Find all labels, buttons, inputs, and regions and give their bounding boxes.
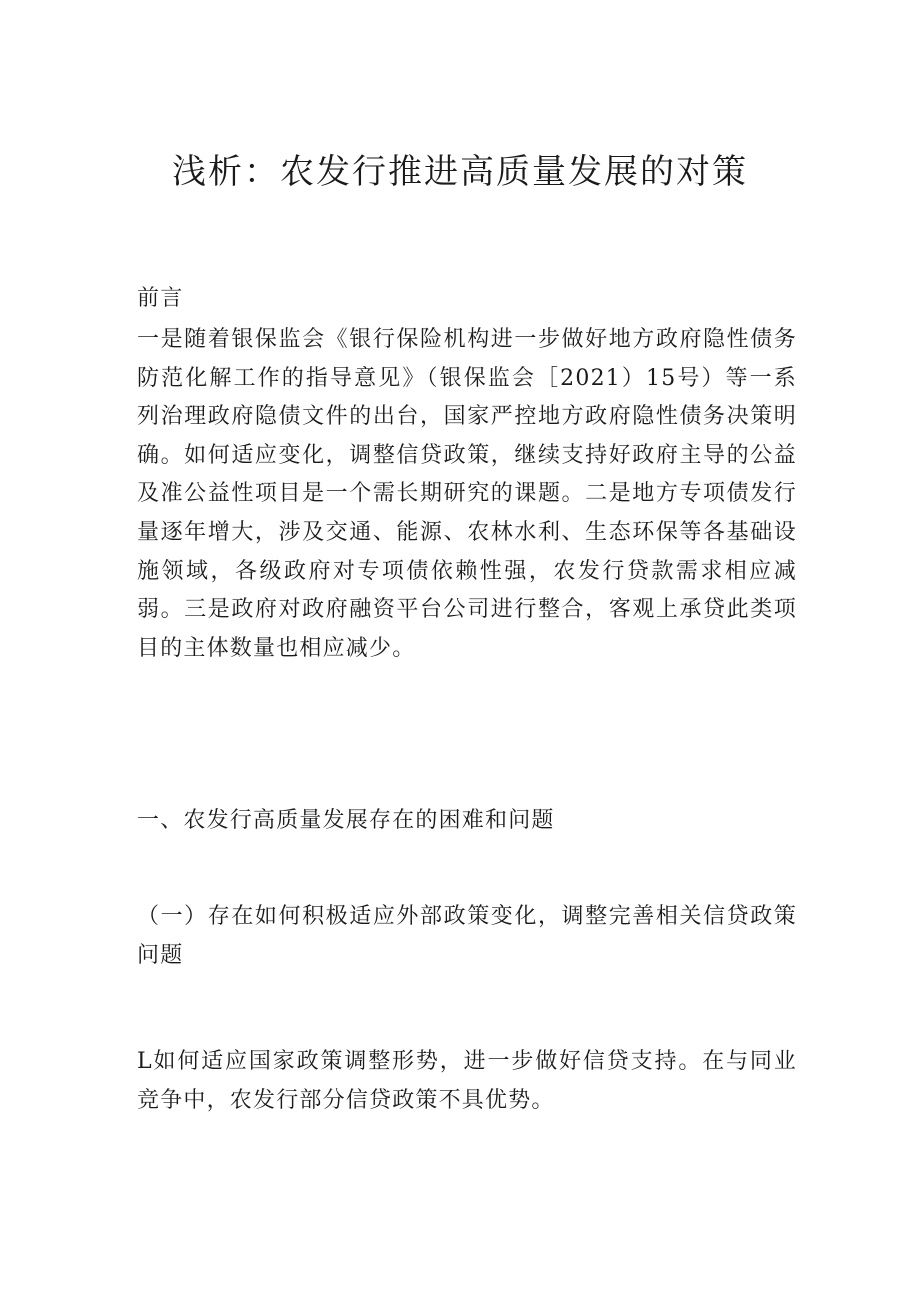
section-heading: 一、农发行高质量发展存在的困难和问题 bbox=[137, 808, 555, 833]
preface-heading: 前言 bbox=[137, 286, 184, 311]
document-title: 浅析：农发行推进高质量发展的对策 bbox=[172, 152, 748, 192]
item-paragraph: L如何适应国家政策调整形势，进一步做好信贷支持。在与同业竞争中，农发行部分信贷政策不具优势。 bbox=[137, 1049, 797, 1113]
subsection-heading: （一）存在如何积极适应外部政策变化，调整完善相关信贷政策问题 bbox=[137, 904, 797, 968]
preface-paragraph: 一是随着银保监会《银行保险机构进一步做好地方政府隐性债务防范化解工作的指导意见》（银保监会［2021）15号）等一系列治理政府隐债文件的出台，国家严控地方政府隐性债务决策明确。如何适应变化，调整信贷政策，继续支持好政府主导的公益及准公益性项目是一个需长期研究的课题。二是地方专项债发行量逐年增大，涉及交通、能源、农林水利、生态环保等各基础设施领域，各级政府对专项债依赖性强，农发行贷款需求相应减弱。三是政府对政府融资平台公司进行整合，客观上承贷此类项目的主体数量也相应减少。 bbox=[137, 327, 797, 661]
